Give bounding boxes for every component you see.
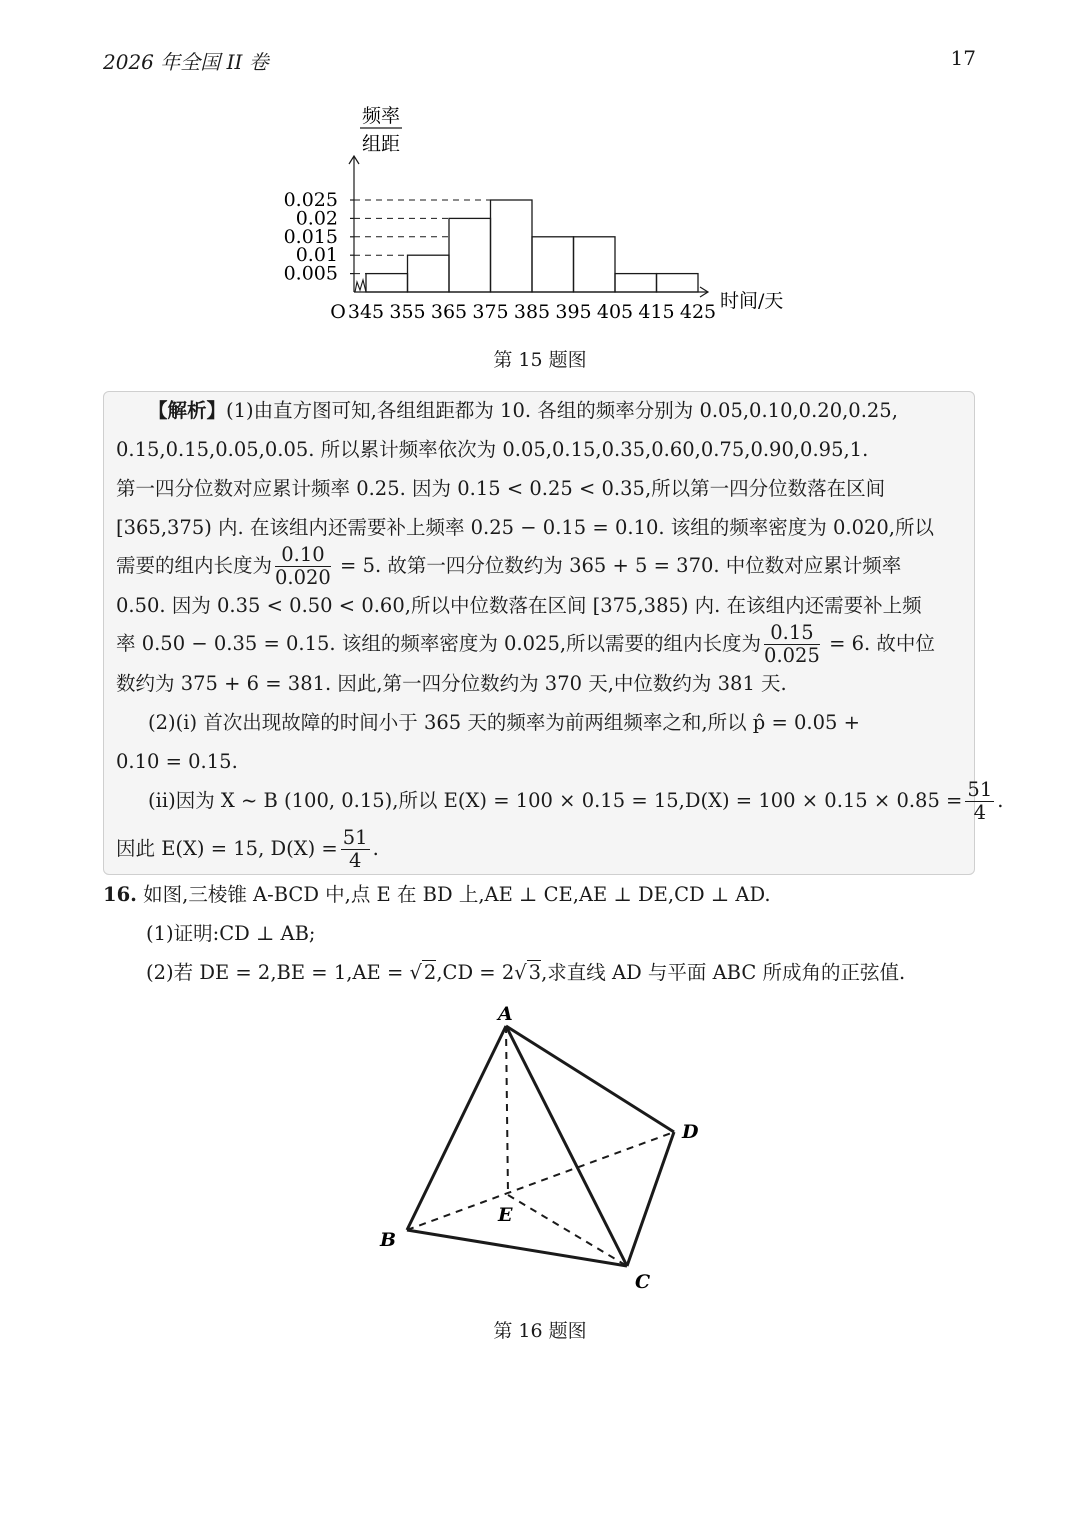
- solution-text: = 6. 故中位: [822, 632, 935, 655]
- solution-text: 需要的组内长度为: [116, 554, 273, 577]
- problem-16-stem: [103, 880, 771, 910]
- x-tick-label: 365: [430, 301, 468, 323]
- histogram-bar: [657, 274, 699, 292]
- solution-line-2: 0.15,0.15,0.05,0.05. 所以累计频率依次为 0.05,0.15,0.35,0.60,0.75,0.90,0.95,1.: [116, 438, 869, 461]
- histogram-bar: [532, 237, 574, 292]
- solution-heading: 【解析】: [148, 399, 227, 422]
- solution-line-8: 数约为 375 + 6 = 381. 因此,第一四分位数约为 370 天,中位数约为 381 天.: [116, 672, 787, 695]
- x-tick-label: 395: [555, 301, 592, 323]
- histogram-bar: [449, 218, 491, 292]
- problem-16-part-1: (1)证明:CD ⊥ AB;: [146, 922, 316, 945]
- x-tick-label: 375: [472, 301, 509, 323]
- y-tick-label: 0.02: [295, 207, 338, 230]
- fraction-denominator: 0.025: [764, 644, 820, 667]
- solution-text: 率 0.50 − 0.35 = 0.15. 该组的频率密度为 0.025,所以需要的组内长度为: [116, 632, 762, 655]
- axis-break-mark: [355, 280, 366, 292]
- histogram-bar: [408, 255, 450, 292]
- radicand: 3: [528, 961, 542, 984]
- problem-text: (2)若 DE = 2,BE = 1,AE = √: [146, 961, 422, 984]
- figure-15-caption: 第 15 题图: [493, 349, 587, 371]
- fraction: [764, 622, 820, 667]
- fraction-denominator: 0.020: [275, 566, 331, 589]
- fraction: [965, 779, 994, 824]
- solution-line-3: 第一四分位数对应累计频率 0.25. 因为 0.15 < 0.25 < 0.35,所以第一四分位数落在区间: [116, 477, 886, 500]
- x-tick-label: 405: [596, 301, 634, 323]
- page-number: 17: [950, 46, 976, 70]
- vertex-label-D: D: [682, 1121, 699, 1143]
- problem-number: 16.: [103, 883, 137, 906]
- solution-text: 因此 E(X) = 15, D(X) =: [116, 837, 338, 860]
- y-tick-label: 0.025: [283, 189, 338, 211]
- solution-line-11: [148, 777, 1004, 825]
- solution-line-6: 0.50. 因为 0.35 < 0.50 < 0.60,所以中位数落在区间 [375,385) 内. 在该组内还需要补上频: [116, 594, 922, 617]
- x-tick-label: 425: [679, 301, 717, 323]
- histogram-bar: [615, 274, 657, 292]
- problem-16-part-2: [146, 958, 905, 988]
- y-tick-label: 0.01: [295, 244, 338, 267]
- x-tick-label: 385: [513, 301, 551, 323]
- problem-text: ,求直线 AD 与平面 ABC 所成角的正弦值.: [541, 961, 906, 984]
- histogram-bar: [366, 274, 408, 292]
- figure-16-caption: 第 16 题图: [493, 1320, 587, 1342]
- segment-AE-hidden: [506, 1026, 508, 1195]
- solution-text: = 5. 故第一四分位数约为 365 + 5 = 370. 中位数对应累计频率: [333, 554, 902, 577]
- histogram-chart: [280, 96, 820, 336]
- origin-label: O: [330, 301, 346, 323]
- fraction-numerator: 51: [967, 778, 993, 801]
- solution-box: [103, 391, 1004, 875]
- y-tick-label: 0.015: [283, 225, 338, 248]
- solution-text: .: [372, 837, 379, 860]
- x-tick-label: 415: [638, 301, 675, 323]
- histogram-bar: [574, 237, 616, 292]
- fraction-numerator: 0.15: [764, 622, 820, 645]
- solution-text: (1)由直方图可知,各组组距都为 10. 各组的频率分别为 0.05,0.10,0.20,0.25,: [226, 399, 898, 422]
- solution-line-7: [116, 620, 964, 668]
- radicand: 2: [423, 961, 437, 984]
- solution-text: (ii)因为 X ~ B (100, 0.15),所以 E(X) = 100 × 0.15 = 15,D(X) = 100 × 0.15 × 0.85 =: [148, 789, 963, 812]
- x-axis-label: 时间/天: [720, 290, 784, 312]
- solution-line-12: [116, 825, 964, 873]
- problem-text: ,CD = 2√: [436, 961, 527, 984]
- fraction: [341, 827, 370, 872]
- solution-line-10: 0.10 = 0.15.: [116, 750, 238, 773]
- running-header: 2026 年全国 II 卷: [103, 50, 269, 74]
- solution-text: .: [997, 789, 1004, 812]
- problem-text: 如图,三棱锥 A-BCD 中,点 E 在 BD 上,AE ⊥ CE,AE ⊥ DE,CD ⊥ AD.: [143, 883, 771, 906]
- vertex-label-A: A: [498, 1003, 513, 1025]
- solution-line-1: [148, 396, 964, 426]
- point-label-E: E: [498, 1204, 513, 1226]
- x-tick-label: 355: [389, 301, 426, 323]
- fraction-numerator: 51: [342, 826, 368, 849]
- vertex-label-B: B: [380, 1229, 397, 1251]
- x-tick-label: 345: [347, 301, 385, 323]
- solution-line-9: (2)(i) 首次出现故障的时间小于 365 天的频率为前两组频率之和,所以 p̂ = 0.05 +: [148, 711, 860, 734]
- edge-BC: [407, 1230, 627, 1266]
- y-tick-label: 0.005: [283, 262, 338, 285]
- solution-line-5: [116, 542, 964, 590]
- tetrahedron-figure: [370, 998, 720, 1298]
- edge-AB: [407, 1026, 506, 1230]
- fraction-denominator: 4: [348, 849, 362, 872]
- solution-line-4: [365,375) 内. 在该组内还需要补上频率 0.25 − 0.15 = 0.10. 该组的频率密度为 0.020,所以: [116, 516, 934, 539]
- ylabel-top: 频率: [361, 105, 401, 127]
- fraction: [275, 544, 331, 589]
- edge-CD: [627, 1132, 674, 1266]
- ylabel-bottom: 组距: [361, 133, 401, 155]
- fraction-numerator: 0.10: [275, 544, 331, 567]
- histogram-bar: [491, 200, 533, 292]
- vertex-label-C: C: [635, 1271, 651, 1293]
- fraction-denominator: 4: [973, 801, 987, 824]
